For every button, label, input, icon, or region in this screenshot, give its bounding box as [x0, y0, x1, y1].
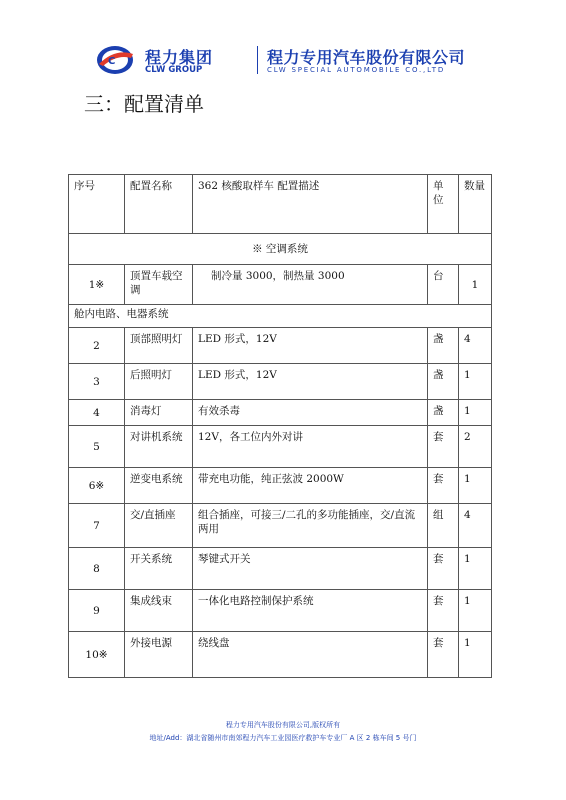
svg-text:C: C	[108, 56, 116, 67]
table-row	[69, 632, 492, 678]
row-seq: 7	[69, 504, 125, 548]
section-row-elec	[69, 305, 492, 328]
header-qty: 数量	[459, 175, 492, 234]
table-row	[69, 468, 492, 504]
header-desc: 362 核酸取样车 配置描述	[193, 175, 428, 234]
header-divider	[257, 46, 258, 74]
row-seq: 10※	[69, 632, 125, 678]
row-name: 消毒灯	[125, 400, 193, 426]
row-seq: 1※	[69, 265, 125, 305]
header-seq: 序号	[69, 175, 125, 234]
table-row	[69, 265, 492, 305]
row-seq: 8	[69, 548, 125, 590]
row-qty: 1	[459, 468, 492, 504]
row-unit: 套	[428, 548, 459, 590]
row-unit: 台	[428, 265, 459, 305]
row-seq: 9	[69, 590, 125, 632]
config-table	[68, 174, 492, 678]
row-desc: 制冷量 3000，制热量 3000	[193, 265, 428, 305]
table-row	[69, 590, 492, 632]
row-desc: LED 形式，12V	[193, 364, 428, 400]
clw-logo-icon	[95, 44, 135, 76]
section-ac-label: ※ 空调系统	[69, 234, 492, 265]
table-row	[69, 504, 492, 548]
row-desc: 12V，各工位内外对讲	[193, 426, 428, 468]
header-unit: 单位	[428, 175, 459, 234]
row-name: 顶部照明灯	[125, 328, 193, 364]
row-unit: 套	[428, 468, 459, 504]
header-name: 配置名称	[125, 175, 193, 234]
table-header-row	[69, 175, 492, 234]
row-desc: 有效杀毒	[193, 400, 428, 426]
company-name-en: CLW SPECIAL AUTOMOBILE CO.,LTD	[267, 66, 446, 74]
row-unit: 组	[428, 504, 459, 548]
row-seq: 5	[69, 426, 125, 468]
row-qty: 1	[459, 364, 492, 400]
row-desc: 琴键式开关	[193, 548, 428, 590]
row-name: 外接电源	[125, 632, 193, 678]
section-elec-label: 舱内电路、电器系统	[69, 305, 492, 328]
section-title: 三：配置清单	[84, 92, 204, 116]
row-name: 对讲机系统	[125, 426, 193, 468]
row-seq: 2	[69, 328, 125, 364]
row-desc: LED 形式，12V	[193, 328, 428, 364]
row-unit: 套	[428, 632, 459, 678]
table-row	[69, 328, 492, 364]
row-name: 后照明灯	[125, 364, 193, 400]
row-qty: 2	[459, 426, 492, 468]
row-desc: 组合插座，可接三/二孔的多功能插座，交/直流两用	[193, 504, 428, 548]
row-qty: 1	[459, 400, 492, 426]
row-unit: 套	[428, 590, 459, 632]
row-name: 逆变电系统	[125, 468, 193, 504]
table-row	[69, 364, 492, 400]
footer-address: 地址/Add：湖北省随州市南郊程力汽车工业园医疗救护车专业厂 A 区 2 栋车间 5 号门	[149, 734, 417, 742]
row-name: 交/直插座	[125, 504, 193, 548]
company-name-cn: 程力专用汽车股份有限公司	[267, 48, 466, 67]
row-name: 集成线束	[125, 590, 193, 632]
row-name: 开关系统	[125, 548, 193, 590]
row-qty: 1	[459, 548, 492, 590]
row-unit: 盏	[428, 400, 459, 426]
brand-cn: 程力集团	[145, 48, 214, 67]
row-seq: 3	[69, 364, 125, 400]
row-desc: 一体化电路控制保护系统	[193, 590, 428, 632]
row-qty: 4	[459, 328, 492, 364]
row-qty: 1	[459, 632, 492, 678]
row-unit: 套	[428, 426, 459, 468]
row-seq: 6※	[69, 468, 125, 504]
brand-en: CLW GROUP	[145, 65, 203, 75]
page-header	[95, 44, 525, 76]
row-qty: 1	[459, 265, 492, 305]
row-seq: 4	[69, 400, 125, 426]
row-unit: 盏	[428, 328, 459, 364]
footer-copyright: 程力专用汽车股份有限公司,版权所有	[225, 721, 341, 729]
table-row	[69, 400, 492, 426]
row-qty: 1	[459, 590, 492, 632]
row-name: 顶置车载空调	[125, 265, 193, 305]
table-row	[69, 426, 492, 468]
section-row-ac	[69, 234, 492, 265]
table-row	[69, 548, 492, 590]
row-desc: 绕线盘	[193, 632, 428, 678]
row-desc: 带充电功能，纯正弦波 2000W	[193, 468, 428, 504]
row-qty: 4	[459, 504, 492, 548]
row-unit: 盏	[428, 364, 459, 400]
